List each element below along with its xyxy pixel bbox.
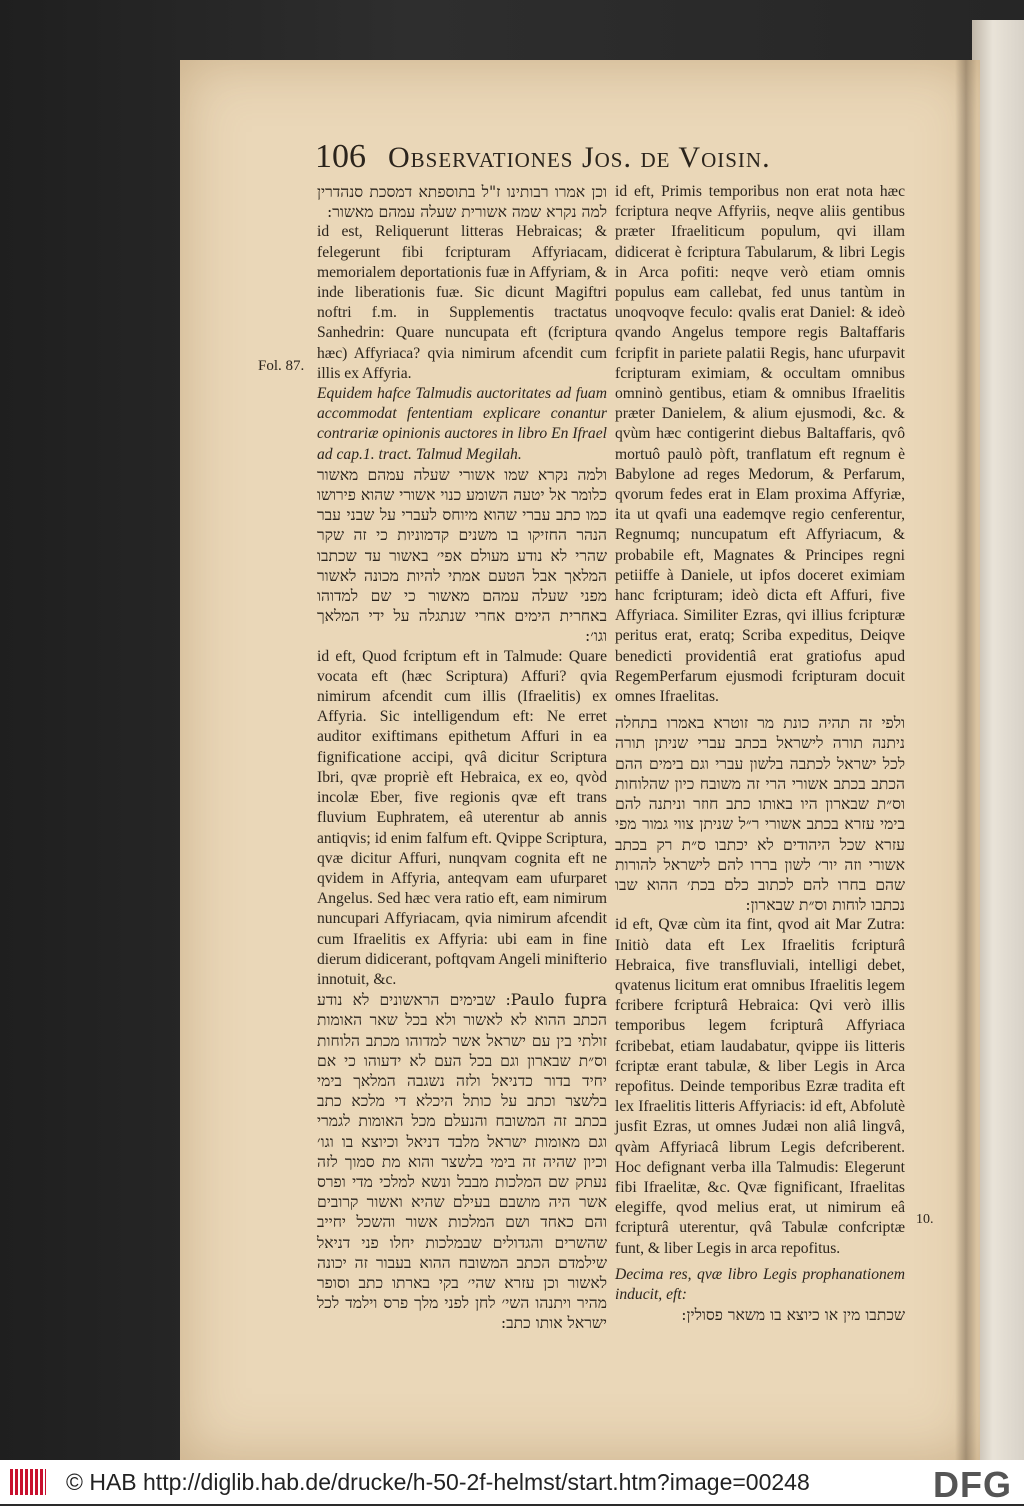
- paragraph-latin-italic: Equidem hafce Talmudis auctoritates ad fuam accommodat fententiam explicare conantur contrariæ opinionis auctores in libro En Ifrael ad cap.1. tract. Talmud Megilah.: [317, 385, 607, 463]
- paragraph-hebrew: וכן אמרו רבותינו ז"ל בתוספתא דמסכת סנהדרין למה נקרא שמה אשורית שעלה עמהם מאשור:: [317, 183, 607, 222]
- paragraph-hebrew: ולמה נקרא שמו אשורי שעלה עמהם מאשור כלומר אל יטעה השומע כנוי אשורי שהוא פירושו כמו כתב עברי שהוא מיוחס לעברי על שבני עבר הנהר החזיקו בו משנים קדמוניות כי זה שקר שהרי לא נודע מעולם אפי׳ באשור עד שכתבו המלאך אבל הטעם אמתי להיות מכונה לאשור מפני שעלה עמהם מאשור כי שם למדוהו באחרית הימים אחרי שנתגלה על ידי המלאך וגו׳:: [317, 465, 607, 646]
- signature-mark: 10.: [916, 1212, 934, 1227]
- paragraph-hebrew: שכתבו מין או כיוצא בו משאר פסולין:: [681, 1306, 905, 1325]
- page-header: [315, 138, 915, 182]
- dfg-logo: DFG: [933, 1464, 1012, 1505]
- page-binding-shadow: [955, 60, 977, 1460]
- left-text-column: [317, 182, 607, 1334]
- paragraph-latin: id eft, Quod fcriptum eft in Talmude: Quare vocata eft (hæc Scriptura) Affuri? qvia nimirum afcendit cum illis (Ifraelitis) ex Affyria. Sic intelligendum eft: Ne erret auditor exiftimans epithetum Affuri in ea fignificatione accipi, qvâ dicitur Scriptura Ibri, qvæ propriè eft Hebraica, ex eo, qvòd incolæ Eber, five regionis qvæ eft trans fluvium Euphratem, eâ uterentur ab annis antiqvis; id enim falfum eft. Qvippe Scriptura, qvæ dicitur Affuri, nunqvam cognita eft ne qvidem in Affyria, antеqvam eam ufurparet Angelus. Sed hæc vera ratio eft, eam nimirum nuncupari Affyriacam, qvia nimirum afcendit cum Ifraelitis ex Affyria: ubi eam in fine dierum didicerant, poftqvam Angeli minifterio innotuit, &c.: [317, 647, 607, 988]
- folio-margin-note: Fol. 87.: [258, 358, 305, 374]
- right-text-column: [615, 182, 905, 1325]
- paragraph-latin: id eft, Primis temporibus non erat nota hæc fcriptura neqve Affyriis, neqve aliis gentibus præter Ifraeliticum populum, qvi illam didicerat è fcriptura Tabularum, & libri Legis in Arca pofiti: neqve verò etiam omnis populus eam callebat, fed unus tantùm in unoqvoqve feculo: qvalis erat Daniel: & ideò qvando Angelus tempore regis Baltaffaris fcripfit in pariete palatii Regis, hanc ufurpavit fcripturam eximiam, & occultam omnibus omninò gentibus, etiam & omnibus Ifraelitis præter Danielem, & alium ejusmodi, &c. & qvùm hæc contigerint diebus Baltaffaris, qvô mortuô paulò pòft, tranflatum eft regnum è Babylone ad reges Medorum, & Perfarum, qvorum fedes erat in Elam proxima Affyriæ, ita ut qvafi una eademqve regio cenferentur, Regnumq; nuncupatum eft Affyriacum, & probabile eft, Magnates & Principes regni petiiffe à Daniele, ut ipfos doceret eximiam hanc fcripturam; ideò dicta eft Affuri, five Affyriaca. Similiter Ezras, qvi illius fcripturæ peritus erat, eratq; Scriba expeditus, Deiqve benedicti providentiâ erat gratiofus apud RegemPerfarum ejusmodi fcripturam docuit omnes Ifraelitas.: [615, 183, 905, 706]
- paragraph-latin: id eft, Qvæ cùm ita fint, qvod ait Mar Zutra: Initiò data eft Lex Ifraelitis fcripturâ Hebraica, five transfluviali, intelligi debet, qvatenus licitum erat omnibus Ifraelitis legem fcribere fcripturâ Hebraica: Qvi verò illis temporibus legem fcripturâ Affyriaca fcribebat, etiam laudabatur, qvippe iis litteris fcriptæ erant tabulæ, & liber Legis in Arca repofitus. Deinde temporibus Ezræ tradita eft lex Ifraelitis litteris Affyriacis: id eft, Abfolutè jusfit Ezras, ut omnes Judæi non aliâ lingvâ, qvàm Affyriacâ librum Legis defcriberent. Hoc defignant verba illa Talmudis: Elegerunt fibi Ifraelitæ, &c. Qvæ fignificant, Ifraelitas elegiffe, qvod melius erat, ut nimirum eâ fcripturâ uterentur, qvâ Tabulæ confcriptæ funt, & liber Legis in arca repofitus.: [615, 916, 905, 1257]
- running-title: Observationes Jos. de Voisin.: [388, 141, 771, 174]
- paragraph-latin: id est, Reliquerunt litteras Hebraicas; & felegerunt fibi fcripturam Affyriacam, memorialem deportationis fuæ in Affyriam, & inde liberationis fuæ. Sic dicunt Magiftri noftri f.m. in Supplementis tractatus Sanhedrin: Quare nuncupata eft (fcriptura hæc) Affyriaca? qvia nimirum afcendit cum illis ex Affyria.: [317, 223, 607, 382]
- page-number: 106: [315, 138, 366, 175]
- hab-barcode-logo-icon: [10, 1469, 46, 1495]
- paragraph-hebrew: ולפי זה תהיה כונת מר זוטרא באמרו בתחלה ניתנה תורה לישראל בכתב עברי שניתן תורה לכל ישראל לכתבה בלשון עברי וגם בימים ההם הכתב בכתב אשורי הרי זה משובח כיון שהלוחות וס״ת שבארון היו באותו כתב חוזר וניתנה להם בימי עזרא בכתב אשורי ר״ל שניתן צווי גמור מפי עזרא שכל היהודים לא יכתבו ס״ת רק בכתב אשורי וזה יור׳ לשון בררו להם לישראל להורות שהם בחרו להם לכתוב כלם בכת׳ ההוא שבו נכתבו לוחות וס״ת שבארון:: [615, 714, 905, 915]
- footer-bar: [0, 1460, 1024, 1504]
- footer-copyright-link[interactable]: © HAB http://diglib.hab.de/drucke/h-50-2f-helmst/start.htm?image=00248: [66, 1468, 810, 1495]
- paragraph-latin-italic: Decima res, qvæ libro Legis prophanationem inducit, eft:: [615, 1265, 905, 1303]
- paragraph-hebrew: Paulo fupra: שבימים הראשונים לא נודע הכתב ההוא לא לאשור ולא בכל שאר האומות זולתי בין עם ישראל אשר למדוהו מכתב הלוחות וס״ת שבארון וגם בכל העם לא ידעוהו כי אם יחיד בדור כדניאל ולזה נשגבה המלאך בימי בלשצר וכתב על כותל היכלא די מלכא כתב בכתב זה המשובח והנעלם מכל האומות לגמרי וגם מאומות ישראל מלבד דניאל וכיוצא בו וגו׳ וכיון שהיה זה בימי בלשצר והוא מת סמוך לזה נעתק שם המלכות מבבל ונשא למלכי מדי ופרס אשר היה מושבם בעילם שהיא ואשור קרובים והם כאחד ושם המלכות אשור והשכל יחייב שהשרים והגדולים שבמלכות יחלו פני דניאל שילמדם הכתב המשובח ההוא בעבור זה יכונה לאשור וכן עזרא שהי׳ בקי בארתו כתב וסופר מהיר ויתנהו השי׳ לחן לפני מלך פרס וילמד לכל ישראל אותו כתב:: [317, 991, 607, 1333]
